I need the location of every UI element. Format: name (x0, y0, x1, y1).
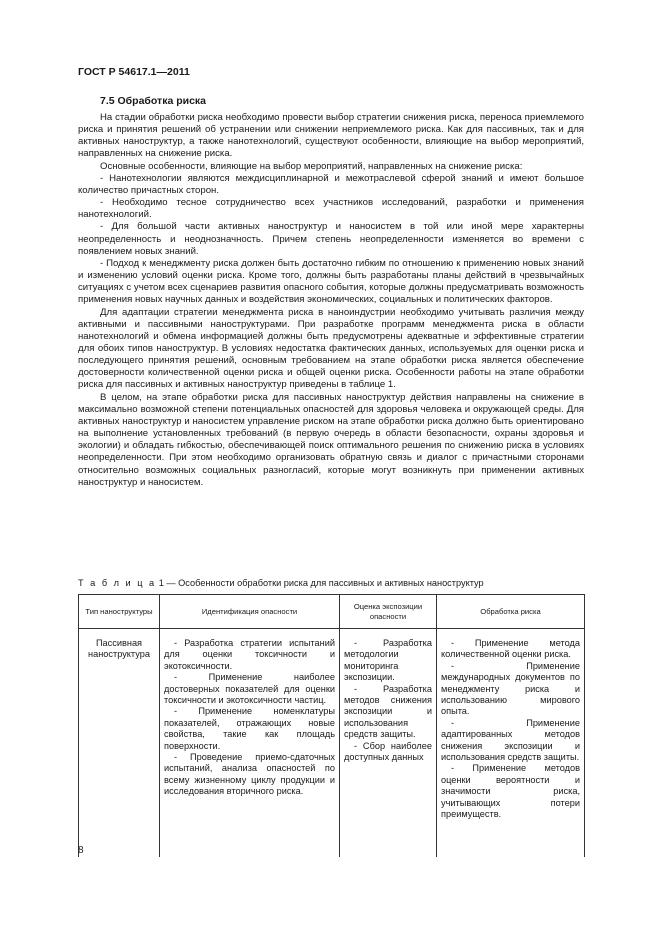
cell-line: - Применение наиболее достоверных показателей для оценки токсичности и экотоксичности частиц. (164, 672, 335, 706)
paragraph: На стадии обработки риска необходимо провести выбор стратегии снижения риска, переноса приемлемого риска и принятия решений об устранении или снижении неприемлемого риска. Как для пассивных, так и для активных наноструктур, а также нанотехнологий, существуют особенности, влияющие на выбор мероприятий, направленных на снижение риска. (78, 112, 584, 160)
paragraph: В целом, на этапе обработки риска для пассивных наноструктур действия направлены на снижение в максимально возможной степени потенциальных опасностей для здоровья человека и окружающей среды. Для активных наноструктур и наносистем управление риском на этапе обработки риска должно быть ориентировано на выполнение установленных требований (в первую очередь в области безопасности, охраны здоровья и экологии) и обладать гибкостью, обеспечивающей поиск оптимального решения по снижению риска в условиях неопределенности. При этом необходимо организовать обратную связь и диалог с причастными сторонами относительно возможных социальных разногласий, которые могут возникнуть при применении активных наноструктур и наносистем. (78, 391, 584, 488)
paragraph: - Необходимо тесное сотрудничество всех участников исследований, разработки и применения нанотехнологий. (78, 197, 584, 221)
paragraph: - Подход к менеджменту риска должен быть достаточно гибким по отношению к применению новых знаний и изменению условий оценки риска. Кроме того, должны быть разработаны планы действий в чрезвычайных ситуациях с учетом всех сценариев развития опасного события, которые должны предусматривать возможность применения новых научных данных и воздействия экономических, социальных и политических факторов. (78, 257, 584, 306)
cell-line: - Разработка стратегии испытаний для оценки токсичности и экотоксичности. (164, 638, 335, 671)
section-title: 7.5 Обработка риска (100, 95, 207, 107)
table-caption-text: 1 — Особенности обработки риска для пассивных и активных наноструктур (158, 578, 484, 588)
table-caption-label: Т а б л и ц а (78, 578, 157, 588)
cell-identification (160, 629, 340, 858)
paragraph: - Для большой части активных наноструктур и наносистем в той или иной мере характерны неопределенность и неоднозначность. Причем степень неопределенности изменяется во времени с появлением новых знаний. (78, 221, 584, 257)
table-header-row (79, 595, 585, 629)
column-header: Оценка экспозиции опасности (340, 595, 437, 629)
cell-type: Пассивная наноструктура (79, 629, 160, 858)
cell-line: - Сбор наиболее доступных данных (344, 740, 432, 763)
risk-treatment-table (78, 594, 585, 857)
table-caption (78, 578, 484, 588)
paragraph: Основные особенности, влияющие на выбор мероприятий, направленных на снижение риска: (100, 160, 523, 172)
cell-line: - Применение методов оценки вероятности и значимости риска, учитывающих потери преимуществ. (441, 763, 580, 820)
cell-exposure (340, 629, 437, 858)
column-header: Тип наноструктуры (79, 595, 160, 629)
cell-treatment (437, 629, 585, 858)
cell-line: - Применение метода количественной оценки риска. (441, 638, 580, 660)
paragraph: - Нанотехнологии являются междисциплинарной и межотраслевой сферой знаний и имеют большое количество причастных сторон. (78, 172, 584, 196)
cell-line: - Разработка методов снижения экспозиции и использования средств защиты. (344, 683, 432, 740)
body-text (78, 112, 584, 489)
column-header: Обработка риска (437, 595, 585, 629)
column-header: Идентификация опасности (160, 595, 340, 629)
paragraph: Для адаптации стратегии менеджмента риска в наноиндустрии необходимо учитывать различия между активными и пассивными наноструктурами. При разработке программ менеджмента риска в области нанотехнологий и обмена информацией должны быть предусмотрены адекватные и эффективные стратегии для обоих типов наноструктур. В условиях недостатка фактических данных, используемых для оценки риска и последующего принятия решений, основным требованием на этапе обработки риска является обеспечение достоверности количественной оценки риска и общей оценки риска. Особенности работы на этапе обработки риска для пассивных и активных наноструктур приведены в таблице 1. (78, 306, 584, 391)
cell-line: - Применение международных документов по менеджменту риска и использованию мирового опыта. (441, 660, 580, 717)
document-header: ГОСТ Р 54617.1—2011 (78, 66, 190, 78)
table-row (79, 629, 585, 858)
cell-line: - Применение адаптированных методов снижения экспозиции и использования средств защиты. (441, 717, 580, 763)
page-number: 8 (78, 845, 84, 856)
cell-line: - Проведение приемо-сдаточных испытаний, анализа опасностей по всему жизненному циклу продукции и исследования вторичного риска. (164, 752, 335, 797)
cell-line: - Применение номенклатуры показателей, отражающих новые свойства, такие как площадь поверхности. (164, 706, 335, 751)
cell-line: - Разработка методологии мониторинга экспозиции. (344, 638, 432, 683)
